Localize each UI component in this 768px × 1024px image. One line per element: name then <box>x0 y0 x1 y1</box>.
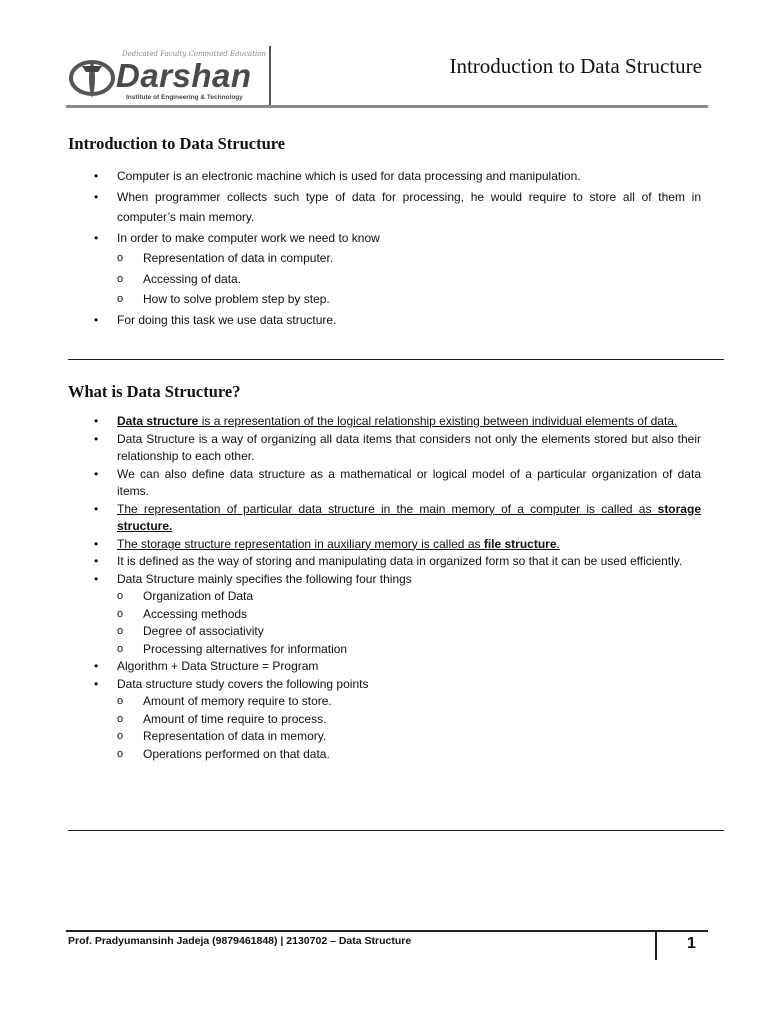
list-item: • We can also define data structure as a mathematical or logical model of a particular organization of data items. <box>94 466 701 501</box>
list-item: • In order to make computer work we need to know o Representation of data in computer. o Accessing of data. o How to solve problem step by step. <box>94 228 701 310</box>
list-item: • Data Structure mainly specifies the following four things o Organization of Data o Accessing methods o Degree of associativity o Processing alternatives for information <box>94 571 701 659</box>
sub-list-item: o Accessing of data. <box>117 269 701 290</box>
list-item: • When programmer collects such type of data for processing, he would require to store all of them in computer’s main memory. <box>94 187 701 228</box>
darshan-logo <box>66 50 266 102</box>
footer-rule <box>66 930 708 932</box>
list-item: • Algorithm + Data Structure = Program <box>94 658 701 676</box>
list-item: • The storage structure representation in auxiliary memory is called as file structure. <box>94 536 701 554</box>
intro-sub-list <box>117 248 701 310</box>
page-header <box>66 44 708 108</box>
list-item: • For doing this task we use data structure. <box>94 310 701 331</box>
header-title: Introduction to Data Structure <box>449 54 702 78</box>
list-item: • Data structure study covers the following points o Amount of memory require to store. o Amount of time require to process. o Representation of data in memory. o Operations performed on that data. <box>94 676 701 764</box>
sub-list-item: o Amount of time require to process. <box>117 711 701 729</box>
page-number: 1 <box>687 935 696 952</box>
footer-divider <box>655 931 657 960</box>
sub-list-item: o Organization of Data <box>117 588 701 606</box>
logo-subtitle: Institute of Engineering & Technology <box>126 94 243 101</box>
section-intro-title: Introduction to Data Structure <box>68 134 286 153</box>
header-divider <box>269 46 271 106</box>
list-item: • It is defined as the way of storing and manipulating data in organized form so that it can be used efficiently. <box>94 553 701 571</box>
footer-author-course: Prof. Pradyumansinh Jadeja (9879461848) | 2130702 – Data Structure <box>68 935 412 947</box>
study-points-sub-list <box>117 693 701 763</box>
header-rule <box>66 105 708 108</box>
sub-list-item: o Operations performed on that data. <box>117 746 701 764</box>
ds-bullet-list <box>94 413 701 763</box>
sub-list-item: o Representation of data in computer. <box>117 248 701 269</box>
list-item: • Data structure is a representation of the logical relationship existing between individual elements of data. <box>94 413 701 431</box>
section-divider <box>68 359 724 360</box>
logo-name: Darshan <box>116 57 252 94</box>
sub-list-item: o Representation of data in memory. <box>117 728 701 746</box>
list-item: • Computer is an electronic machine which is used for data processing and manipulation. <box>94 166 701 187</box>
sub-list-item: o Accessing methods <box>117 606 701 624</box>
four-things-sub-list <box>117 588 701 658</box>
list-item: • The representation of particular data structure in the main memory of a computer is called as storage structure. <box>94 501 701 536</box>
list-item: • Data Structure is a way of organizing all data items that considers not only the elements stored but also their relationship to each other. <box>94 431 701 466</box>
sub-list-item: o Amount of memory require to store. <box>117 693 701 711</box>
sub-list-item: o Degree of associativity <box>117 623 701 641</box>
logo-tagline: Dedicated Faculty Committed Education <box>122 50 266 58</box>
sub-list-item: o Processing alternatives for information <box>117 641 701 659</box>
darshan-emblem-icon <box>68 54 116 100</box>
intro-bullet-list <box>94 166 701 330</box>
section-divider <box>68 830 724 831</box>
sub-list-item: o How to solve problem step by step. <box>117 289 701 310</box>
section-what-title: What is Data Structure? <box>68 382 241 401</box>
